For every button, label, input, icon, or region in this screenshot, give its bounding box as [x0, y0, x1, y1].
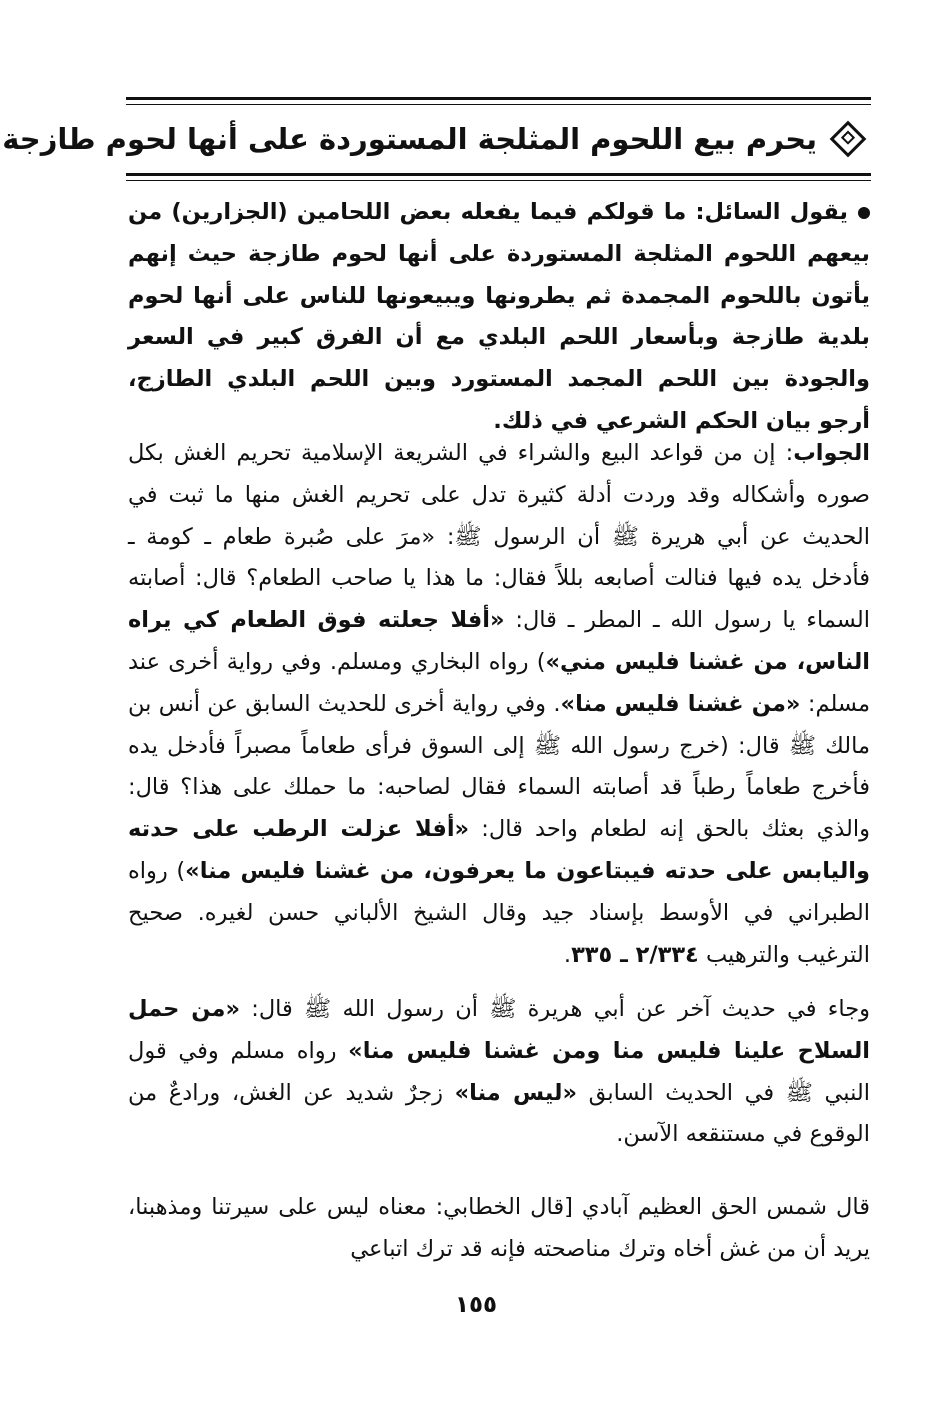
second-quote-1: «من حمل السلاح علينا فليس منا ومن غشنا فليس منا» — [128, 996, 871, 1064]
answer-text-3: . وفي رواية أخرى للحديث السابق عن أنس بن مالك ﷺ قال: (خرج رسول الله ﷺ إلى السوق فرأى طعاماً مصبراً فأدخل يده فأخرج طعاماً رطباً قد أصابته السماء فقال لصاحبه: ما حملك على هذا؟ قال: والذي بعثك بالحق إنه لطعام واحد قال: — [128, 690, 870, 843]
answer-text-5: . — [563, 941, 572, 968]
header-rule-top — [126, 97, 871, 100]
second-text-2: رواه مسلم وفي قول النبي ﷺ في الحديث السابق — [128, 1037, 870, 1106]
question-paragraph — [128, 192, 870, 443]
page-number: ١٥٥ — [454, 1292, 498, 1318]
header-rule-top-thin — [126, 104, 871, 105]
answer-label: الجواب — [793, 440, 870, 466]
answer-paragraph — [128, 433, 870, 976]
hadith-quote-1: «أفلا جعلته فوق الطعام كي يراه الناس، من غشنا فليس مني» — [128, 607, 871, 675]
second-text-1: وجاء في حديث آخر عن أبي هريرة ﷺ أن رسول الله ﷺ قال: — [240, 996, 870, 1022]
header-rule-bottom — [126, 173, 871, 176]
chapter-title: يحرم بيع اللحوم المثلجة المستوردة على أنها لحوم طازجة — [2, 122, 817, 156]
answer-text-1: : إن من قواعد البيع والشراء في الشريعة الإسلامية تحريم الغش بكل صوره وأشكاله وقد وردت أدلة كثيرة تدل على تحريم الغش منها ما ثبت في الحديث عن أبي هريرة ﷺ أن الرسول ﷺ: «مرَ على صُبرة طعام ـ كومة ـ فأدخل يده فيها فنالت أصابعه بللاً فقال: ما هذا يا صاحب الطعام؟ قال: أصابته السماء يا رسول الله ـ المطر ـ قال: — [128, 440, 870, 634]
diamond-icon — [830, 121, 867, 158]
bullet-icon — [858, 207, 870, 219]
commentary-text: قال شمس الحق العظيم آبادي [قال الخطابي: معناه ليس على سيرتنا ومذهبنا، يريد أن من غش أخاه وترك مناصحته فإنه قد ترك اتباعي — [128, 1194, 870, 1262]
second-hadith-paragraph — [128, 989, 870, 1156]
question-text: يقول السائل: ما قولكم فيما يفعله بعض اللحامين (الجزارين) من بيعهم اللحوم المثلجة المستوردة على أنها لحوم طازجة حيث إنهم يأتون باللحوم المجمدة ثم يطرونها ويبيعونها للناس على أنها لحوم بلدية طازجة وبأسعار اللحم البلدي مع أن الفرق كبير في السعر والجودة بين اللحم المجمد المستورد وبين اللحم البلدي الطازج، أرجو بيان الحكم الشرعي في ذلك. — [128, 199, 870, 434]
reference-numbers: ٢/٣٣٤ ـ ٣٣٥ — [571, 941, 699, 968]
answer-text-4: ) رواه الطبراني في الأوسط بإسناد جيد وقال الشيخ الألباني حسن لغيره. صحيح الترغيب والترهيب — [128, 857, 870, 968]
chapter-title-bar — [2, 108, 871, 170]
second-text-3: زجرٌ شديد عن الغش، ورادعٌ من الوقوع في مستنقعه الآسن. — [128, 1079, 870, 1148]
hadith-quote-3: «أفلا عزلت الرطب على حدته واليابس على حدته فيبتاعون ما يعرفون، من غشنا فليس منا» — [128, 816, 870, 884]
header-rule-bottom-thin — [126, 180, 871, 181]
second-quote-2: «ليس منا» — [454, 1079, 577, 1106]
hadith-quote-2: «من غشنا فليس منا» — [560, 690, 801, 717]
answer-text-2: ) رواه البخاري ومسلم. وفي رواية أخرى عند مسلم: — [128, 648, 871, 717]
commentary-paragraph — [128, 1187, 870, 1271]
